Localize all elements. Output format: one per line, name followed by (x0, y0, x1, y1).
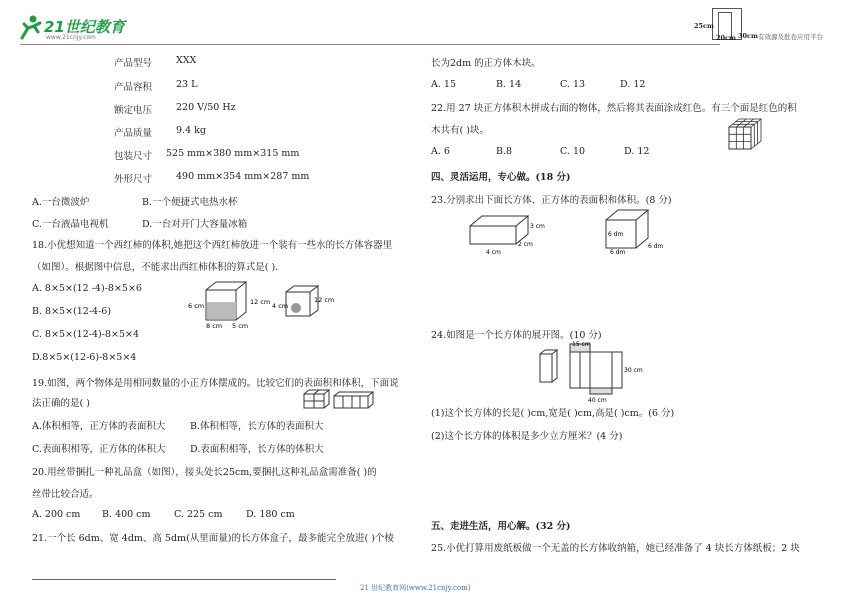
cuboid-figure (468, 214, 548, 258)
spec-label: 外形尺寸 (114, 174, 153, 185)
dim-label: 30cm (738, 32, 758, 40)
spec-value: 23 L (176, 79, 198, 90)
option: C. 10 (560, 146, 586, 157)
question-stem: (2)这个长方体的体积是多少立方厘米？(4 分) (431, 431, 623, 442)
spec-value: 220 V/50 Hz (176, 102, 236, 113)
header-box-figure (694, 6, 854, 42)
dim-label: 12 cm (314, 296, 335, 304)
dim-label: 25cm (694, 22, 714, 30)
option: D.表面积相等，长方体的体积大 (190, 444, 324, 455)
question-stem: 21.一个长 6dm、宽 4dm、高 5dm(从里面量)的长方体盒子，最多能完全放进( )个棱 (32, 533, 394, 544)
option: B.8 (496, 146, 513, 157)
runner-icon (18, 14, 42, 40)
option: D.8×5×(12-6)-8×5×4 (32, 352, 137, 363)
dim-label: 8 cm (206, 322, 223, 330)
section-title: 四、灵活运用，专心做。(18 分) (431, 172, 571, 183)
option: D. 12 (620, 79, 646, 90)
cube-3x3-figure (727, 117, 763, 151)
question-stem: 18.小优想知道一个西红柿的体积,她把这个西红柿放进一个装有一些水的长方体容器里 (32, 240, 393, 251)
dim-label: 2 cm (518, 241, 533, 248)
option: D. 180 cm (246, 509, 295, 520)
question-stem: 24.如图是一个长方体的展开图。(10 分) (431, 330, 602, 341)
option: C.一台液晶电视机 (32, 219, 109, 230)
dim-label: 12 cm (250, 298, 271, 306)
dim-label: 4 cm (272, 302, 289, 310)
cube-figure (604, 208, 674, 254)
option: A.一台微波炉 (32, 197, 90, 208)
option: D.一台对开门大容量冰箱 (142, 219, 248, 230)
question-stem: 法正确的是( ) (32, 398, 90, 409)
question-stem: 23.分别求出下面长方体、正方体的表面积和体积。(8 分) (431, 195, 672, 206)
option: A. 8×5×(12 -4)-8×5×6 (32, 283, 142, 294)
option: B.体积相等，长方体的表面积大 (190, 421, 324, 432)
question-stem: (1)这个长方体的长是( )cm,宽是( )cm,高是( )cm。(6 分) (431, 408, 675, 419)
footer-source: 21 世纪教育网(www.21cnjy.com) (360, 584, 471, 592)
dim-label: 15 cm (572, 341, 591, 348)
option: A. 6 (431, 146, 450, 157)
dim-label: 6 dm (610, 249, 626, 256)
dim-label: 3 cm (530, 223, 545, 230)
option: A. 15 (431, 79, 456, 90)
spec-value: 525 mm×380 mm×315 mm (166, 148, 300, 159)
option: B. 14 (496, 79, 522, 90)
option: C.表面积相等，正方体的体积大 (32, 444, 166, 455)
logo-text: 21世纪教育 (44, 18, 125, 36)
question-stem: 20.用丝带捆扎一种礼品盒（如图），接头处长25cm,要捆扎这种礼品盒需准备( )的 (32, 467, 377, 478)
dim-label: 6 cm (188, 302, 205, 310)
option: B. 400 cm (102, 509, 151, 520)
option: C. 225 cm (174, 509, 223, 520)
option: B.一个便捷式电热水杯 (142, 197, 238, 208)
question-stem: 木共有( )块。 (431, 125, 489, 136)
dim-label: 6 dm (648, 243, 664, 250)
spec-label: 产品容积 (114, 82, 153, 93)
site-logo (18, 14, 138, 44)
spec-label: 产品型号 (114, 58, 153, 69)
spec-label: 包装尺寸 (114, 151, 153, 162)
question-stem: 19.如图，两个物体是用相同数量的小正方体摆成的。比较它们的表面积和体积，下面说 (32, 378, 399, 389)
option: A.体积相等，正方体的表面积大 (32, 421, 166, 432)
dim-label: 4 cm (486, 249, 501, 256)
option: A. 200 cm (32, 509, 81, 520)
option: B. 8×5×(12-4-6) (32, 306, 112, 317)
platform-tagline: 有效源及批卷应用平台 (758, 33, 823, 41)
spec-label: 产品质量 (114, 128, 153, 139)
question-stem: （如图）。根据图中信息，不能求出西红柿体积的算式是( ). (32, 262, 279, 273)
spec-value: 490 mm×354 mm×287 mm (176, 171, 310, 182)
dim-label: 30 cm (624, 367, 643, 374)
header-divider (20, 44, 720, 45)
footer-divider (32, 579, 336, 580)
dim-label: 40 cm (588, 397, 607, 404)
option: C. 8×5×(12-4)-8×5×4 (32, 329, 139, 340)
dim-label: 6 dm (608, 231, 624, 238)
question-stem: 22.用 27 块正方体积木拼成右面的物体，然后将其表面涂成红色。有三个面是红色的积 (431, 103, 797, 114)
dim-label: 20cm (716, 34, 736, 42)
logo-url: www.21cnjy.com (46, 34, 96, 41)
spec-label: 额定电压 (114, 105, 153, 116)
option: C. 13 (560, 79, 586, 90)
cubes-figure (302, 388, 382, 412)
spec-value: XXX (176, 55, 197, 66)
net-figure (538, 340, 648, 404)
container-figure (188, 278, 335, 330)
option: D. 12 (624, 146, 650, 157)
spec-value: 9.4 kg (176, 125, 206, 136)
question-stem: 长为2dm 的正方体木块。 (431, 58, 541, 69)
question-stem: 25.小优打算用废纸板做一个无盖的长方体收纳箱，她已经准备了 4 块长方体纸板；2 块 (431, 543, 800, 554)
dim-label: 5 cm (232, 322, 249, 330)
section-title: 五、走进生活，用心解。(32 分) (431, 521, 571, 532)
question-stem: 丝带比较合适。 (32, 489, 99, 500)
